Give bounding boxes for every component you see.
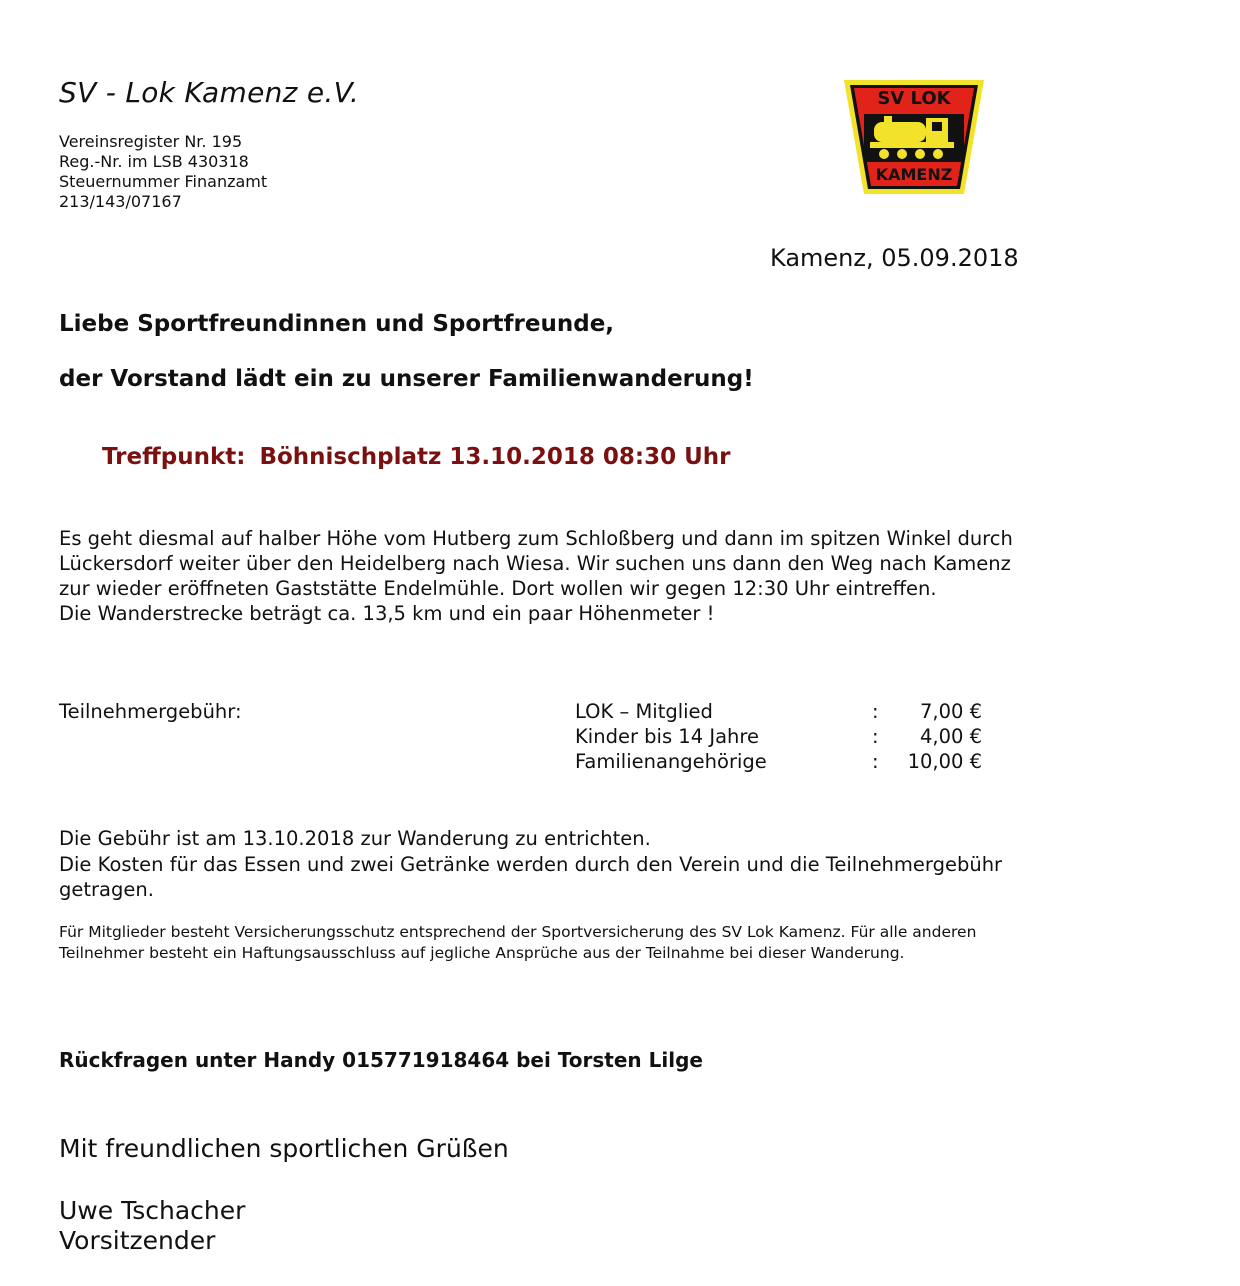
payment-line: Die Gebühr ist am 13.10.2018 zur Wanderung zu entrichten.	[59, 827, 651, 850]
fee-separator: :	[872, 725, 879, 748]
fee-category: Familienangehörige	[575, 750, 767, 773]
invitation-line: der Vorstand lädt ein zu unserer Familienwanderung!	[59, 366, 754, 392]
fee-label: Teilnehmergebühr:	[59, 700, 242, 723]
fee-price: 4,00 €	[919, 725, 982, 748]
fee-separator: :	[872, 700, 879, 723]
fee-category: Kinder bis 14 Jahre	[575, 725, 759, 748]
fee-row	[575, 700, 995, 725]
club-logo	[840, 76, 988, 198]
signatory-title: Vorsitzender	[59, 1226, 216, 1255]
insurance-line: Teilnehmer besteht ein Haftungsausschluss auf jegliche Ansprüche aus der Teilnahme bei dieser Wanderung.	[59, 944, 905, 962]
fee-price: 10,00 €	[907, 750, 982, 773]
greeting-line: Liebe Sportfreundinnen und Sportfreunde,	[59, 311, 615, 337]
description-line: Die Wanderstrecke beträgt ca. 13,5 km und ein paar Höhenmeter !	[59, 602, 715, 625]
contact-info: Rückfragen unter Handy 015771918464 bei Torsten Lilge	[59, 1048, 703, 1072]
fee-separator: :	[872, 750, 879, 773]
logo-top-text: SV LOK	[877, 88, 951, 109]
description-line: Es geht diesmal auf halber Höhe vom Hutberg zum Schloßberg und dann im spitzen Winkel durch	[59, 527, 1013, 550]
meeting-label: Treffpunkt:	[102, 444, 246, 470]
closing-salutation: Mit freundlichen sportlichen Grüßen	[59, 1134, 509, 1163]
letter-date: Kamenz, 05.09.2018	[770, 244, 1019, 272]
payment-line: Die Kosten für das Essen und zwei Getränke werden durch den Verein und die Teilnehmergebühr	[59, 853, 1003, 876]
description-line: Lückersdorf weiter über den Heidelberg nach Wiesa. Wir suchen uns dann den Weg nach Kamenz	[59, 552, 1011, 575]
registry-line: Vereinsregister Nr. 195	[59, 132, 243, 151]
registry-line: 213/143/07167	[59, 192, 182, 211]
meeting-details: Böhnischplatz 13.10.2018 08:30 Uhr	[259, 444, 731, 470]
locomotive-icon	[864, 114, 964, 162]
fee-row	[575, 750, 995, 775]
registry-line: Reg.-Nr. im LSB 430318	[59, 152, 249, 171]
registry-line: Steuernummer Finanzamt	[59, 172, 268, 191]
logo-bottom-text: KAMENZ	[875, 165, 953, 184]
payment-line: getragen.	[59, 878, 154, 901]
fee-row	[575, 725, 995, 750]
organization-name: SV - Lok Kamenz e.V.	[59, 76, 360, 109]
description-line: zur wieder eröffneten Gaststätte Endelmühle. Dort wollen wir gegen 12:30 Uhr eintreffen.	[59, 577, 937, 600]
fee-category: LOK – Mitglied	[575, 700, 713, 723]
fee-price: 7,00 €	[919, 700, 982, 723]
signatory-name: Uwe Tschacher	[59, 1196, 246, 1225]
meeting-point	[102, 444, 730, 470]
insurance-line: Für Mitglieder besteht Versicherungsschutz entsprechend der Sportversicherung des SV Lok Kamenz. Für alle anderen	[59, 923, 977, 941]
